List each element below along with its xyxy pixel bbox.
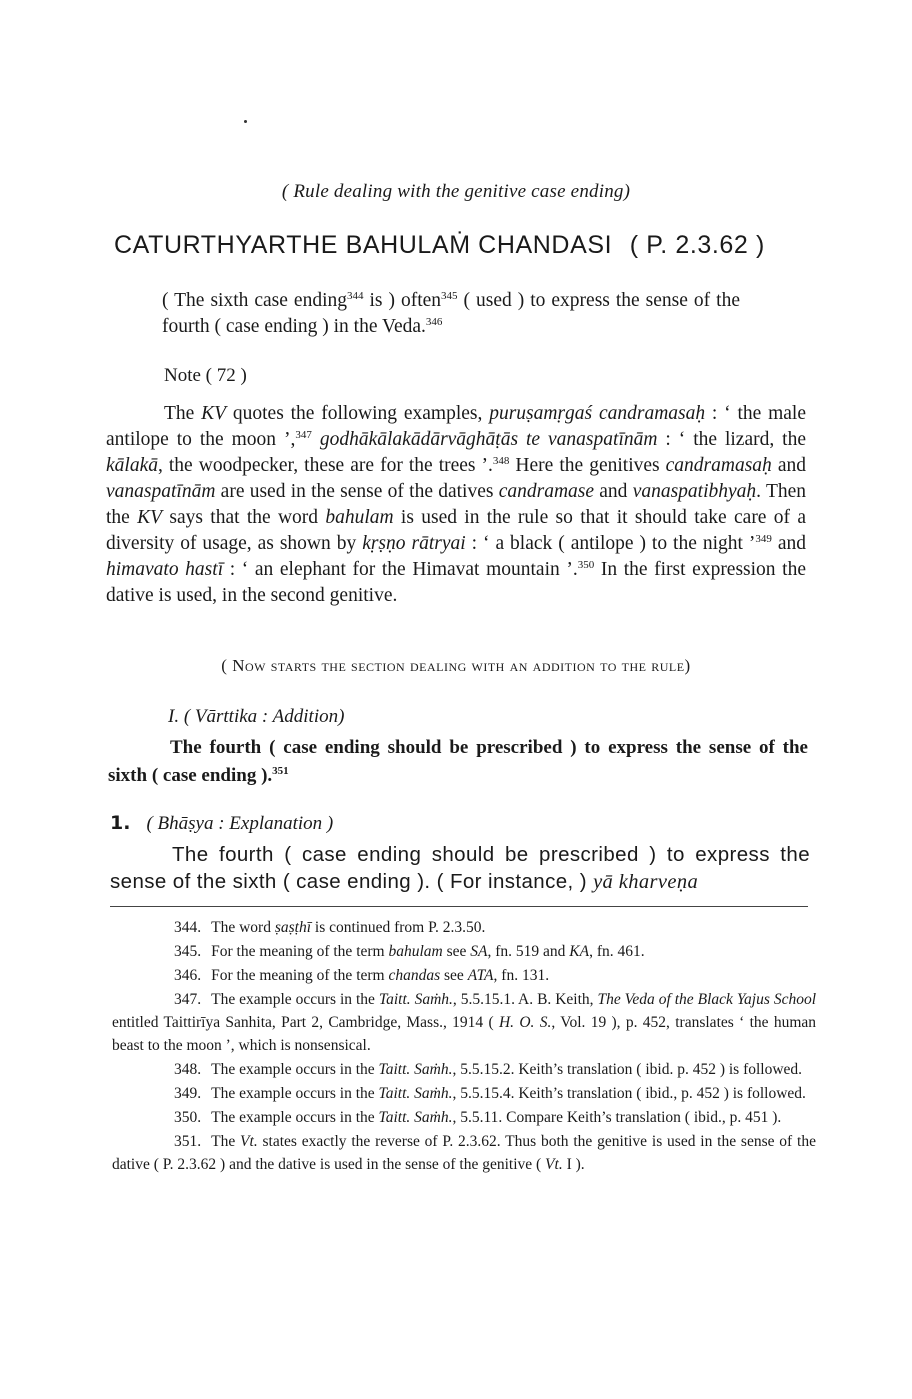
note-label: Note ( 72 ) [164,365,247,386]
footnote-ref-348: 348 [492,455,510,467]
footnote-348: 348. The example occurs in the Taitt. Saṁh., 5.5.15.2. Keith’s translation ( ibid. p. 452 ) is followed. [174,1061,803,1078]
rule-caption: ( Rule dealing with the genitive case ending) [281,181,631,202]
footnote-351: 351. The Vt. states exactly the reverse of P. 2.3.62. Thus both the genitive is used in the sense of the dative ( P. 2.3.62 ) and the dative is used in the sense of the genitive ( Vt. I ). [112,1133,816,1173]
footnotes [112,916,816,1176]
bhasya-explanation: The fourth ( case ending should be prescribed ) to express the sense of the sixth ( case ending ). ( For instance, ) yā kharveṇa [110,843,810,893]
footnote-347: 347. The example occurs in the Taitt. Saṁh., 5.5.15.1. A. B. Keith, The Veda of the Black Yajus School entitled Taittirīya Sanhita, Part 2, Cambridge, Mass., 1914 ( H. O. S., Vol. 19 ), p. 452, translates ‘ the human beast to the moon ’, which is nonsensical. [112,991,817,1054]
sutra-name: CATURTHYARTHE BAHULAṀ CHANDASI [114,231,613,259]
bhasya-number: 1. [110,812,131,834]
footnote-ref-346: 346 [425,316,443,328]
sutra-translation: ( The sixth case ending$^{344}$ is ) often$^{345}$ ( used ) to express the sense of the fourth ( case ending ) in the Veda.$^{346}$ [162,290,740,337]
bhasya-heading [110,812,333,835]
sutra-reference: ( P. 2.3.62 ) [629,231,765,259]
footnote-350: 350. The example occurs in the Taitt. Saṁh., 5.5.11. Compare Keith’s translation ( ibid., p. 451 ). [174,1109,782,1126]
footnote-ref-351: 351 [272,765,289,777]
varttika-text: The fourth ( case ending should be prescribed ) to express the sense of the sixth ( case ending ).$^{351}$ [108,737,808,786]
varttika-label: I. ( Vārttika : Addition) [168,706,345,727]
sutra-title [114,231,765,260]
footnote-346: 346. For the meaning of the term chandas see ATA, fn. 131. [174,967,550,984]
print-speck [244,120,247,123]
footnote-349: 349. The example occurs in the Taitt. Saṁh., 5.5.15.4. Keith’s translation ( ibid., p. 452 ) is followed. [174,1085,806,1102]
footnote-345: 345. For the meaning of the term bahulam see SA, fn. 519 and KA, fn. 461. [174,943,645,960]
bhasya-label: ( Bhāṣya : Explanation ) [146,813,334,834]
footnote-ref-349: 349 [755,533,772,545]
footnote-divider [110,906,808,907]
footnote-ref-344: 344 [346,290,364,302]
footnote-ref-350: 350 [577,559,595,571]
footnote-ref-345: 345 [441,290,458,302]
footnote-ref-347: 347 [295,429,312,441]
note-body-paragraph: The KV quotes the following examples, puruṣamṛgaś candramasaḥ : ‘ the male antilope to the moon ’,$^{347}$ godhākālakādārvāghāṭās te vanaspatīnām : ‘ the lizard, the kālakā, the woodpecker, these are for the trees ’.$^{348}$ Here the genitives candramasaḥ and vanaspatīnām are used in the sense of the datives candramase and vanaspatibhyaḥ. Then the KV says that the word bahulam is used in the rule so that it should take care of a diversity of usage, as shown by kṛṣṇo rātryai : ‘ a black ( antilope ) to the night ’$^{349}$ and himavato hastī : ‘ an elephant for the Himavat mountain ’.$^{350}$ In the first expression the dative is used, in the second genitive. [106,403,807,606]
section-heading: ( Now starts the section dealing with an addition to the rule) [221,656,691,675]
footnote-344: 344. The word ṣaṣṭhī is continued from P. 2.3.50. [174,919,486,936]
